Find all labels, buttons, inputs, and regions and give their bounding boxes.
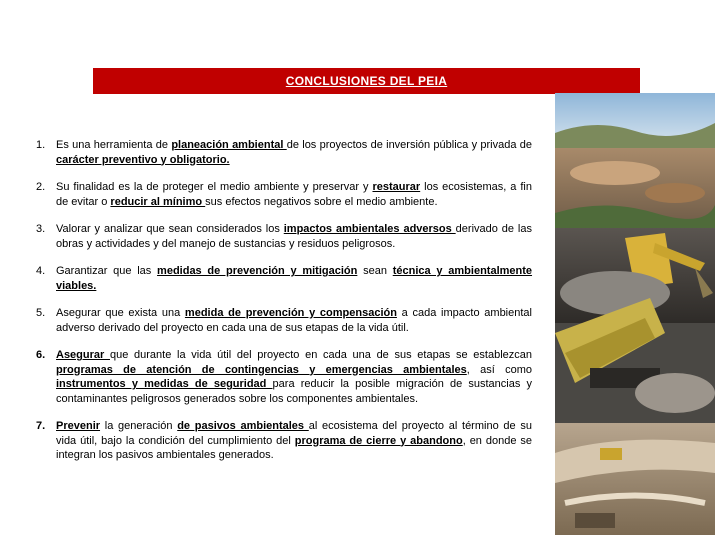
item-number: 5. [36,307,46,319]
conclusion-item [36,306,532,335]
text-segment: a cada impacto ambiental adverso derivado del proyecto en cada una de sus etapas de la vida útil. [56,307,532,334]
item-number: 2. [36,181,46,193]
emphasized-text: programa de cierre y abandono [294,434,463,447]
text-segment: Garantizar que las [56,265,158,277]
emphasized-text: programas de atención de contingencias y emergencias ambientales [56,363,467,376]
emphasized-text: Asegurar [56,349,110,361]
text-segment: de los proyectos de inversión pública y privada de [286,139,532,151]
text-segment: al ecosistema del proyecto al término de su vida útil, bajo la condición del cumplimiento del [56,420,532,447]
text-segment: Su finalidad es la de proteger el medio ambiente y preservar y [56,181,373,193]
emphasized-text: carácter preventivo y obligatorio. [56,153,230,166]
emphasized-text: Prevenir [56,420,101,432]
emphasized-text: planeación ambiental [171,139,287,151]
slide-title: CONCLUSIONES DEL PEIA [285,74,448,88]
item-number: 6. [36,349,46,361]
emphasized-text: restaurar [372,181,421,193]
text-segment: , en donde se integran los pasivos ambientales generados. [56,434,532,461]
conclusion-item [36,180,532,209]
text-segment: la generación [100,420,178,432]
conclusion-item [36,419,532,463]
conclusion-item [36,264,532,293]
text-segment: sus efectos negativos sobre el medio ambiente. [205,195,438,208]
text-segment: derivado de las obras y actividades y del manejo de sustancias y residuos peligrosos. [56,223,532,250]
item-number: 4. [36,265,46,277]
emphasized-text: de pasivos ambientales [177,420,309,432]
item-text [56,348,532,406]
item-number: 1. [36,139,46,151]
conclusion-item [36,222,532,251]
mining-photo-illustration [555,93,715,535]
conclusion-item [36,348,532,406]
text-segment: los ecosistemas, a fin de evitar o [56,181,532,208]
emphasized-text: instrumentos y medidas de seguridad [56,378,273,390]
text-segment: Valorar y analizar que sean considerados los [56,223,284,235]
item-text [56,264,532,293]
item-text [56,138,532,167]
text-segment: sean [357,265,393,277]
item-text [56,222,532,251]
emphasized-text: impactos ambientales adversos [283,223,456,235]
item-text [56,419,532,463]
emphasized-text: medida de prevención y compensación [184,307,397,319]
emphasized-text: medidas de prevención y mitigación [157,265,358,277]
text-segment: , así como [466,363,532,376]
item-text [56,306,532,335]
item-number: 7. [36,420,46,432]
title-banner [93,68,640,94]
item-number: 3. [36,223,46,235]
text-segment: Es una herramienta de [56,139,172,151]
text-segment: Asegurar que exista una [56,307,185,319]
text-segment: para reducir la posible migración de sustancias y contaminantes peligrosos generados sobre los componentes ambientales. [56,378,533,405]
emphasized-text: reducir al mínimo [110,195,206,208]
text-segment: que durante la vida útil del proyecto en cada una de sus etapas se establezcan [109,349,532,361]
emphasized-text: técnica y ambientalmente viables. [56,265,533,292]
conclusions-list [36,138,532,476]
conclusion-item [36,138,532,167]
item-text [56,180,532,209]
mining-photo-collage [555,93,715,535]
